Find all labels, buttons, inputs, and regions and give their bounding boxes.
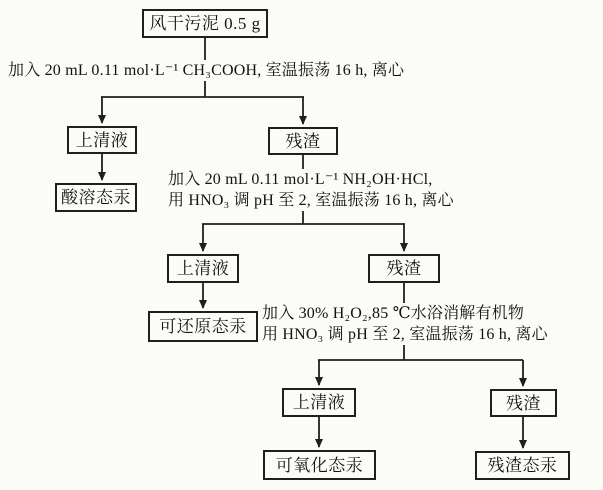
node-residue-3: 残渣	[490, 389, 557, 417]
step2-line2: 用 HNO₃ 调 pH 至 2, 室温振荡 16 h, 离心	[168, 192, 454, 209]
step1-line1: 加入 20 mL 0.11 mol·L⁻¹ CH₃COOH, 室温振荡 16 h, 离心	[8, 62, 405, 79]
step3-line1: 加入 30% H₂O₂,85 ℃水浴消解有机物	[262, 305, 525, 322]
node-supernatant-1: 上清液	[67, 126, 137, 154]
node-residual-hg: 残渣态汞	[475, 451, 570, 480]
node-supernatant-2: 上清液	[167, 254, 239, 283]
node-acid-soluble-hg: 酸溶态汞	[55, 183, 137, 212]
step2-line1: 加入 20 mL 0.11 mol·L⁻¹ NH₂OH·HCl,	[168, 171, 433, 188]
node-residue-1: 残渣	[268, 127, 338, 155]
node-reducible-hg: 可还原态汞	[148, 311, 258, 342]
node-residue-2: 残渣	[368, 254, 440, 283]
step3-line2: 用 HNO₃ 调 pH 至 2, 室温振荡 16 h, 离心	[262, 326, 548, 343]
node-oxidizable-hg: 可氧化态汞	[263, 450, 376, 480]
node-supernatant-3: 上清液	[282, 388, 356, 417]
node-sample: 风干污泥 0.5 g	[142, 9, 268, 38]
step3-label	[262, 303, 548, 345]
step2-label	[168, 169, 454, 211]
step1-label	[8, 60, 404, 81]
